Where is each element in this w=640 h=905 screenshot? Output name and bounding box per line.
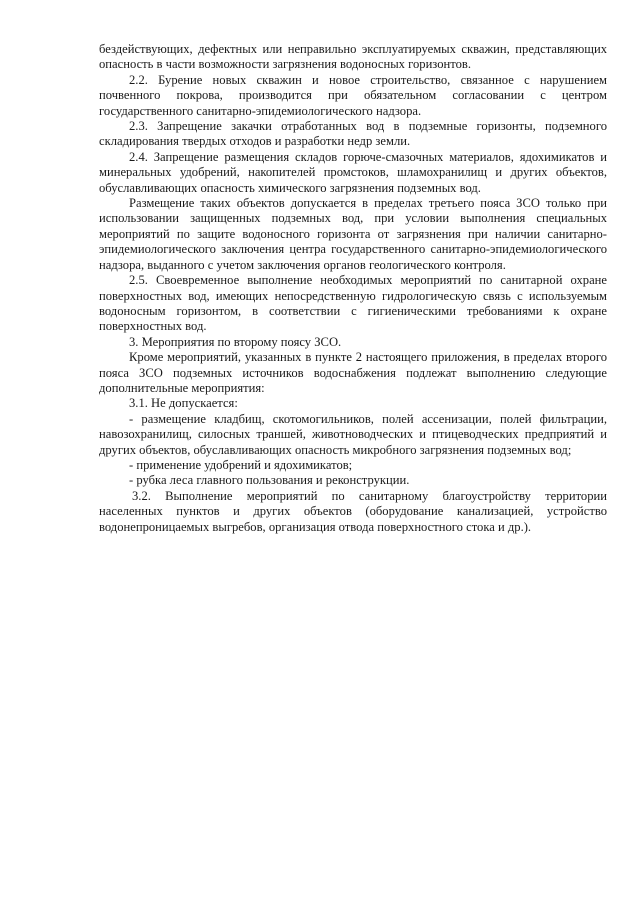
list-item-logging: - рубка леса главного пользования и реконструкции. <box>129 473 410 488</box>
document-page <box>99 42 607 535</box>
paragraph-continuation-wells: бездействующих, дефектных или неправильно эксплуатируемых скважин, представляющих опасность в части возможности загрязнения водоносных горизонтов. <box>99 42 607 72</box>
paragraph-2-5-surface-water: 2.5. Своевременное выполнение необходимых мероприятий по санитарной охране поверхностных вод, имеющих непосредственную гидрологическую связь с используемым водоносным горизонтом, в соответствии с гигиеническими требованиями к охране поверхностных вод. <box>99 273 607 334</box>
paragraph-3-1-not-allowed: 3.1. Не допускается: <box>129 396 238 411</box>
paragraph-placement-conditions: Размещение таких объектов допускается в пределах третьего пояса ЗСО только при использовании защищенных подземных вод, при условии выполнения специальных мероприятий по защите водоносного горизонта от загрязнения при наличии санитарно-эпидемиологического заключения центра государственного санитарно-эпидемиологического надзора, выданного с учетом заключения органов геологического контроля. <box>99 196 607 272</box>
list-item-fertilizers: - применение удобрений и ядохимикатов; <box>129 457 353 472</box>
section-3-heading: 3. Мероприятия по второму поясу ЗСО. <box>129 334 342 349</box>
paragraph-additional-measures: Кроме мероприятий, указанных в пункте 2 настоящего приложения, в пределах второго пояса ЗСО подземных источников водоснабжения подлежат выполнению следующие дополнительные мероприятия: <box>99 350 607 395</box>
paragraph-2-3-injection-ban: 2.3. Запрещение закачки отработанных вод в подземные горизонты, подземного складирования твердых отходов и разработки недр земли. <box>99 119 607 149</box>
paragraph-2-2-drilling: 2.2. Бурение новых скважин и новое строительство, связанное с нарушением почвенного покрова, производится при обязательном согласовании с центром государственного санитарно-эпидемиологического надзора. <box>99 72 607 118</box>
list-item-cemeteries: - размещение кладбищ, скотомогильников, полей ассенизации, полей фильтрации, навозохранилищ, силосных траншей, животноводческих и птицеводческих предприятий и других объектов, обуславливающих опасность микробного загрязнения подземных вод; <box>99 411 607 457</box>
paragraph-3-2-improvement: 3.2. Выполнение мероприятий по санитарному благоустройству территории населенных пунктов и других объектов (оборудование канализацией, устройство водонепроницаемых выгребов, организация отвода поверхностного стока и др.). <box>99 488 607 534</box>
paragraph-2-4-storage-ban: 2.4. Запрещение размещения складов горюче-смазочных материалов, ядохимикатов и минеральных удобрений, накопителей промстоков, шламохранилищ и других объектов, обуславливающих опасность химического загрязнения подземных вод. <box>99 149 607 195</box>
